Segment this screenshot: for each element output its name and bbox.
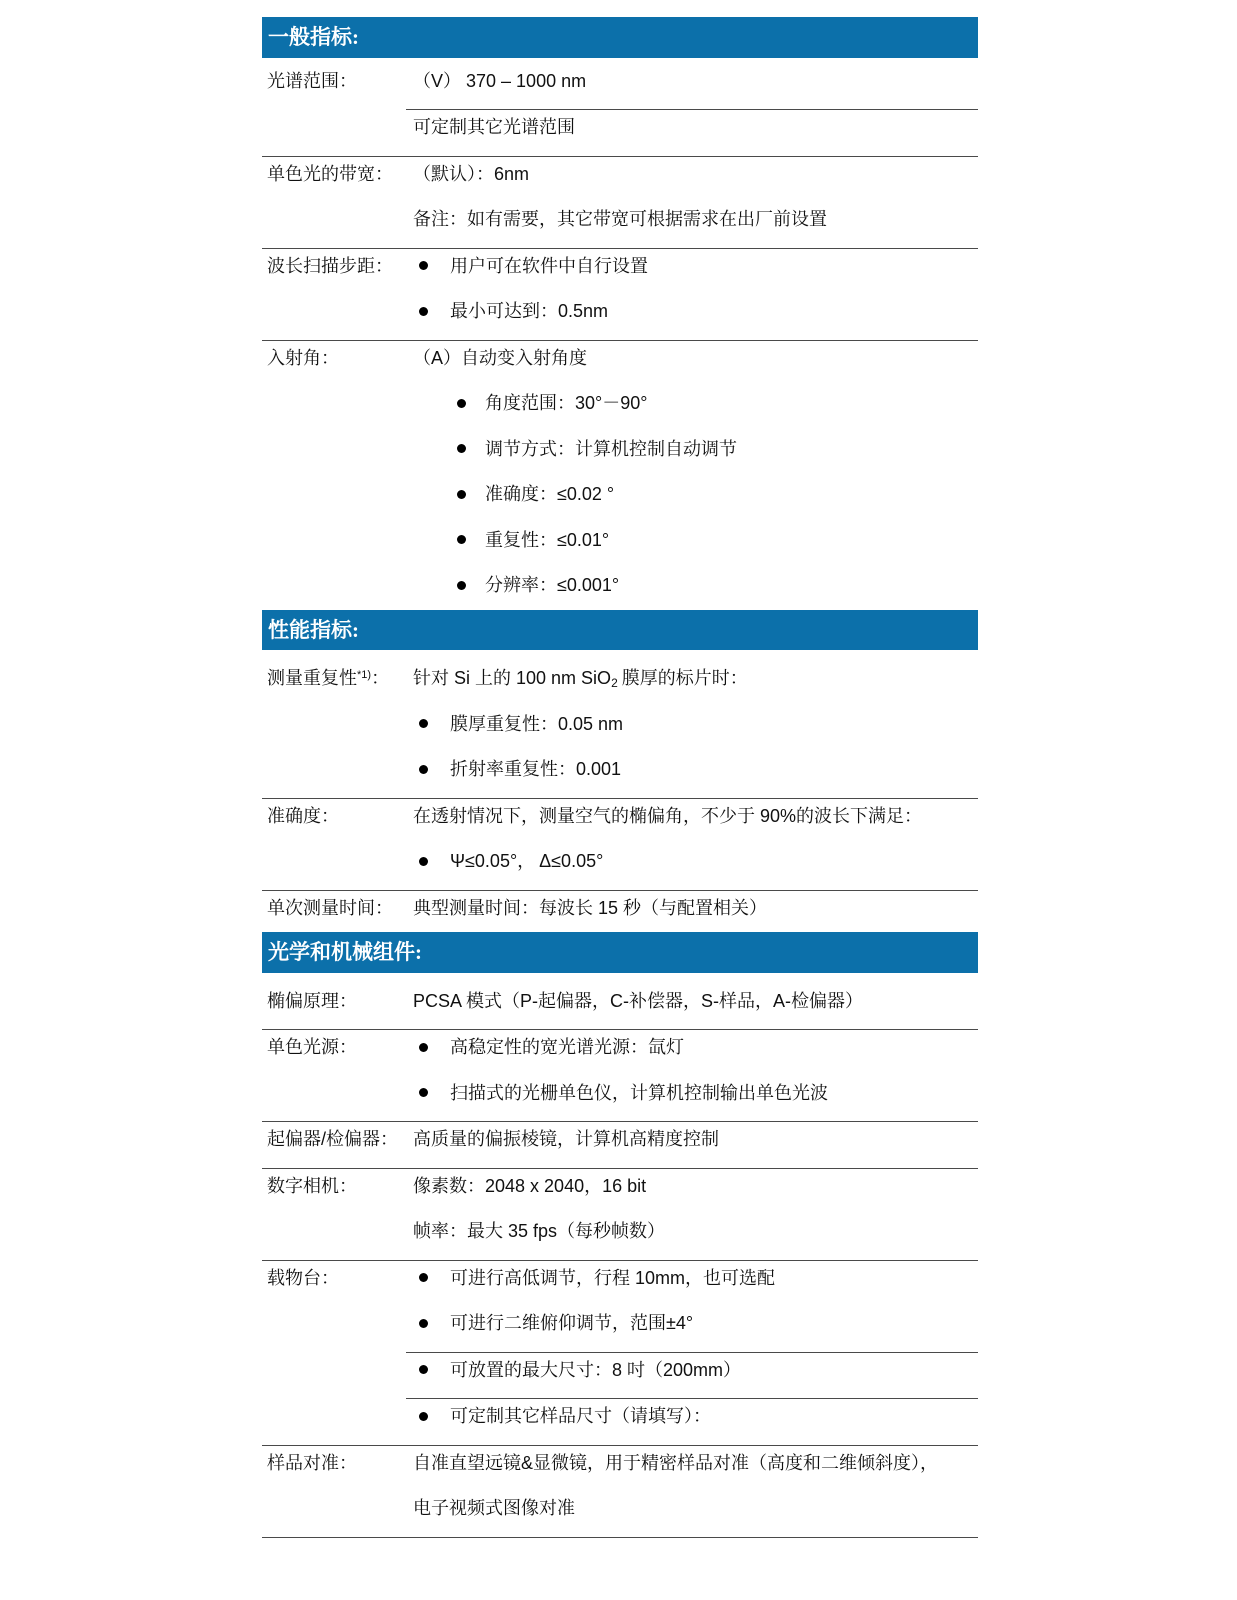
- spec-value-line: 自准直望远镜&显微镜，用于精密样品对准（高度和二维倾斜度），: [413, 1452, 939, 1473]
- bullet-item: [406, 249, 978, 295]
- spec-row-accuracy: [262, 799, 978, 890]
- bullet-item: [406, 1399, 978, 1445]
- bullet-item: [406, 1030, 978, 1076]
- spec-value-line: （A）自动变入射角度: [413, 347, 588, 368]
- spec-label: 载物台：: [267, 1267, 339, 1288]
- bullet-icon: [419, 1088, 428, 1097]
- spec-value: [406, 984, 978, 1030]
- spec-value: [406, 1169, 978, 1260]
- section-header: 光学和机械组件:: [262, 932, 978, 973]
- bullet-item: [406, 844, 978, 890]
- spec-row-measurement-repeatability: [262, 650, 978, 798]
- bullet-icon: [457, 444, 466, 453]
- spec-label: 椭偏原理：: [267, 990, 357, 1011]
- bullet-icon: [457, 581, 466, 590]
- spec-row-sample-alignment: [262, 1446, 978, 1537]
- spec-value-line: 帧率：最大 35 fps（每秒帧数）: [413, 1221, 666, 1241]
- bullet-icon: [419, 857, 428, 866]
- bullet-item: [406, 1076, 978, 1122]
- spec-row-wavelength-step: [262, 249, 978, 340]
- bullet-text: 可放置的最大尺寸：8 吋（200mm）: [450, 1359, 742, 1380]
- spec-label: 单色光源：: [267, 1037, 357, 1057]
- section-general-specs: [262, 17, 978, 614]
- spec-label: 数字相机：: [267, 1175, 357, 1196]
- bullet-item: [406, 1306, 978, 1352]
- spec-value: [406, 157, 978, 248]
- bullet-item: [406, 752, 978, 798]
- sub-bullet-item: [406, 523, 978, 569]
- spec-value: [406, 661, 978, 798]
- spec-row-incidence-angle: [262, 341, 978, 614]
- bullet-text: 重复性：≤0.01°: [485, 529, 610, 550]
- spec-value-line: 电子视频式图像对准: [413, 1498, 575, 1518]
- bullet-text: Ψ≤0.05°， Δ≤0.05°: [450, 851, 604, 871]
- spec-value: [406, 1030, 978, 1121]
- row-divider: [262, 1537, 978, 1538]
- bullet-text: 高稳定性的宽光谱光源：氙灯: [450, 1037, 684, 1057]
- spec-value-line: 典型测量时间：每波长 15 秒（与配置相关）: [413, 897, 768, 918]
- spec-value: [406, 1122, 978, 1168]
- bullet-icon: [419, 719, 428, 728]
- bullet-text: 可进行高低调节，行程 10mm，也可选配: [450, 1267, 776, 1288]
- value-text: 膜厚的标片时：: [621, 668, 748, 688]
- spec-value-line: 可定制其它光谱范围: [413, 117, 575, 137]
- spec-row-sample-stage: [262, 1261, 978, 1445]
- sub-bullet-item: [406, 386, 978, 432]
- spec-value: [406, 64, 978, 156]
- section-optical-mechanical-components: [262, 932, 978, 1538]
- bullet-icon: [457, 490, 466, 499]
- bullet-text: 折射率重复性：0.001: [450, 759, 622, 779]
- sub-bullet-item: [406, 477, 978, 523]
- spec-value: [406, 1261, 978, 1445]
- bullet-text: 角度范围：30°－90°: [485, 393, 648, 413]
- spec-value-line: [406, 661, 978, 707]
- bullet-text: 扫描式的光栅单色仪，计算机控制输出单色光波: [450, 1082, 828, 1103]
- bullet-text: 可进行二维俯仰调节，范围±4°: [450, 1313, 694, 1333]
- spec-label-text: 测量重复性: [267, 668, 357, 688]
- bullet-icon: [419, 1365, 428, 1374]
- spec-value: [406, 1446, 978, 1537]
- bullet-item: [406, 294, 978, 340]
- spec-label: 波长扫描步距：: [267, 255, 393, 276]
- bullet-item: [406, 707, 978, 753]
- spec-label: 入射角：: [267, 347, 339, 368]
- section-header: 性能指标:: [262, 610, 978, 651]
- spec-row-monochromatic-bandwidth: [262, 157, 978, 248]
- spec-value-line: 高质量的偏振棱镜，计算机高精度控制: [413, 1129, 719, 1149]
- spec-value-line: （V） 370 – 1000 nm: [413, 70, 587, 91]
- spec-row-polarizer-analyzer: [262, 1122, 978, 1168]
- spec-value-line: 在透射情况下，测量空气的椭偏角，不少于 90%的波长下满足：: [413, 805, 923, 826]
- bullet-item: [406, 1353, 978, 1399]
- spec-value-line: （默认）：6nm: [413, 163, 530, 184]
- spec-row-ellipsometry-principle: [262, 973, 978, 1030]
- spec-value: [406, 341, 978, 614]
- spec-sheet: [262, 17, 978, 1538]
- spec-label: 样品对准：: [267, 1452, 357, 1473]
- bullet-icon: [419, 765, 428, 774]
- bullet-icon: [419, 1043, 428, 1052]
- bullet-text: 准确度：≤0.02 °: [485, 484, 615, 504]
- bullet-text: 调节方式：计算机控制自动调节: [485, 438, 737, 459]
- subscript: 2: [611, 676, 618, 690]
- bullet-icon: [419, 261, 428, 270]
- spec-row-digital-camera: [262, 1169, 978, 1260]
- bullet-icon: [419, 1412, 428, 1421]
- spec-value: [406, 891, 978, 937]
- bullet-item: [406, 1261, 978, 1307]
- spec-label: 起偏器/检偏器：: [267, 1129, 399, 1149]
- bullet-icon: [419, 307, 428, 316]
- bullet-icon: [457, 399, 466, 408]
- spec-row-monochromatic-source: [262, 1030, 978, 1121]
- bullet-icon: [419, 1319, 428, 1328]
- spec-label: 单色光的带宽：: [267, 163, 393, 184]
- spec-label: 准确度：: [267, 805, 339, 826]
- spec-value-line: 备注：如有需要，其它带宽可根据需求在出厂前设置: [413, 209, 827, 229]
- spec-label: [262, 661, 406, 695]
- bullet-icon: [419, 1273, 428, 1282]
- bullet-text: 最小可达到：0.5nm: [450, 301, 609, 321]
- spec-row-spectral-range: [262, 58, 978, 156]
- spec-label-colon: ：: [371, 668, 390, 688]
- spec-value: [406, 799, 978, 890]
- spec-value-line: PCSA 模式（P-起偏器，C-补偿器，S-样品，A-检偏器）: [413, 990, 864, 1011]
- bullet-text: 用户可在软件中自行设置: [450, 255, 648, 276]
- section-performance-specs: [262, 610, 978, 937]
- footnote-marker: *1): [357, 669, 372, 681]
- value-text: 针对 Si 上的 100 nm SiO: [413, 668, 612, 688]
- spec-value: [406, 249, 978, 340]
- section-header: 一般指标:: [262, 17, 978, 58]
- bullet-text: 膜厚重复性：0.05 nm: [450, 713, 624, 734]
- bullet-icon: [457, 535, 466, 544]
- spec-label: 光谱范围：: [267, 70, 357, 91]
- spec-row-single-measurement-time: [262, 891, 978, 937]
- sub-bullet-item: [406, 568, 978, 614]
- sub-bullet-item: [406, 432, 978, 478]
- bullet-text: 可定制其它样品尺寸（请填写）：: [450, 1406, 711, 1426]
- spec-label: 单次测量时间：: [267, 897, 393, 918]
- spec-value-line: 像素数：2048 x 2040，16 bit: [413, 1175, 647, 1196]
- bullet-text: 分辨率：≤0.001°: [485, 575, 620, 595]
